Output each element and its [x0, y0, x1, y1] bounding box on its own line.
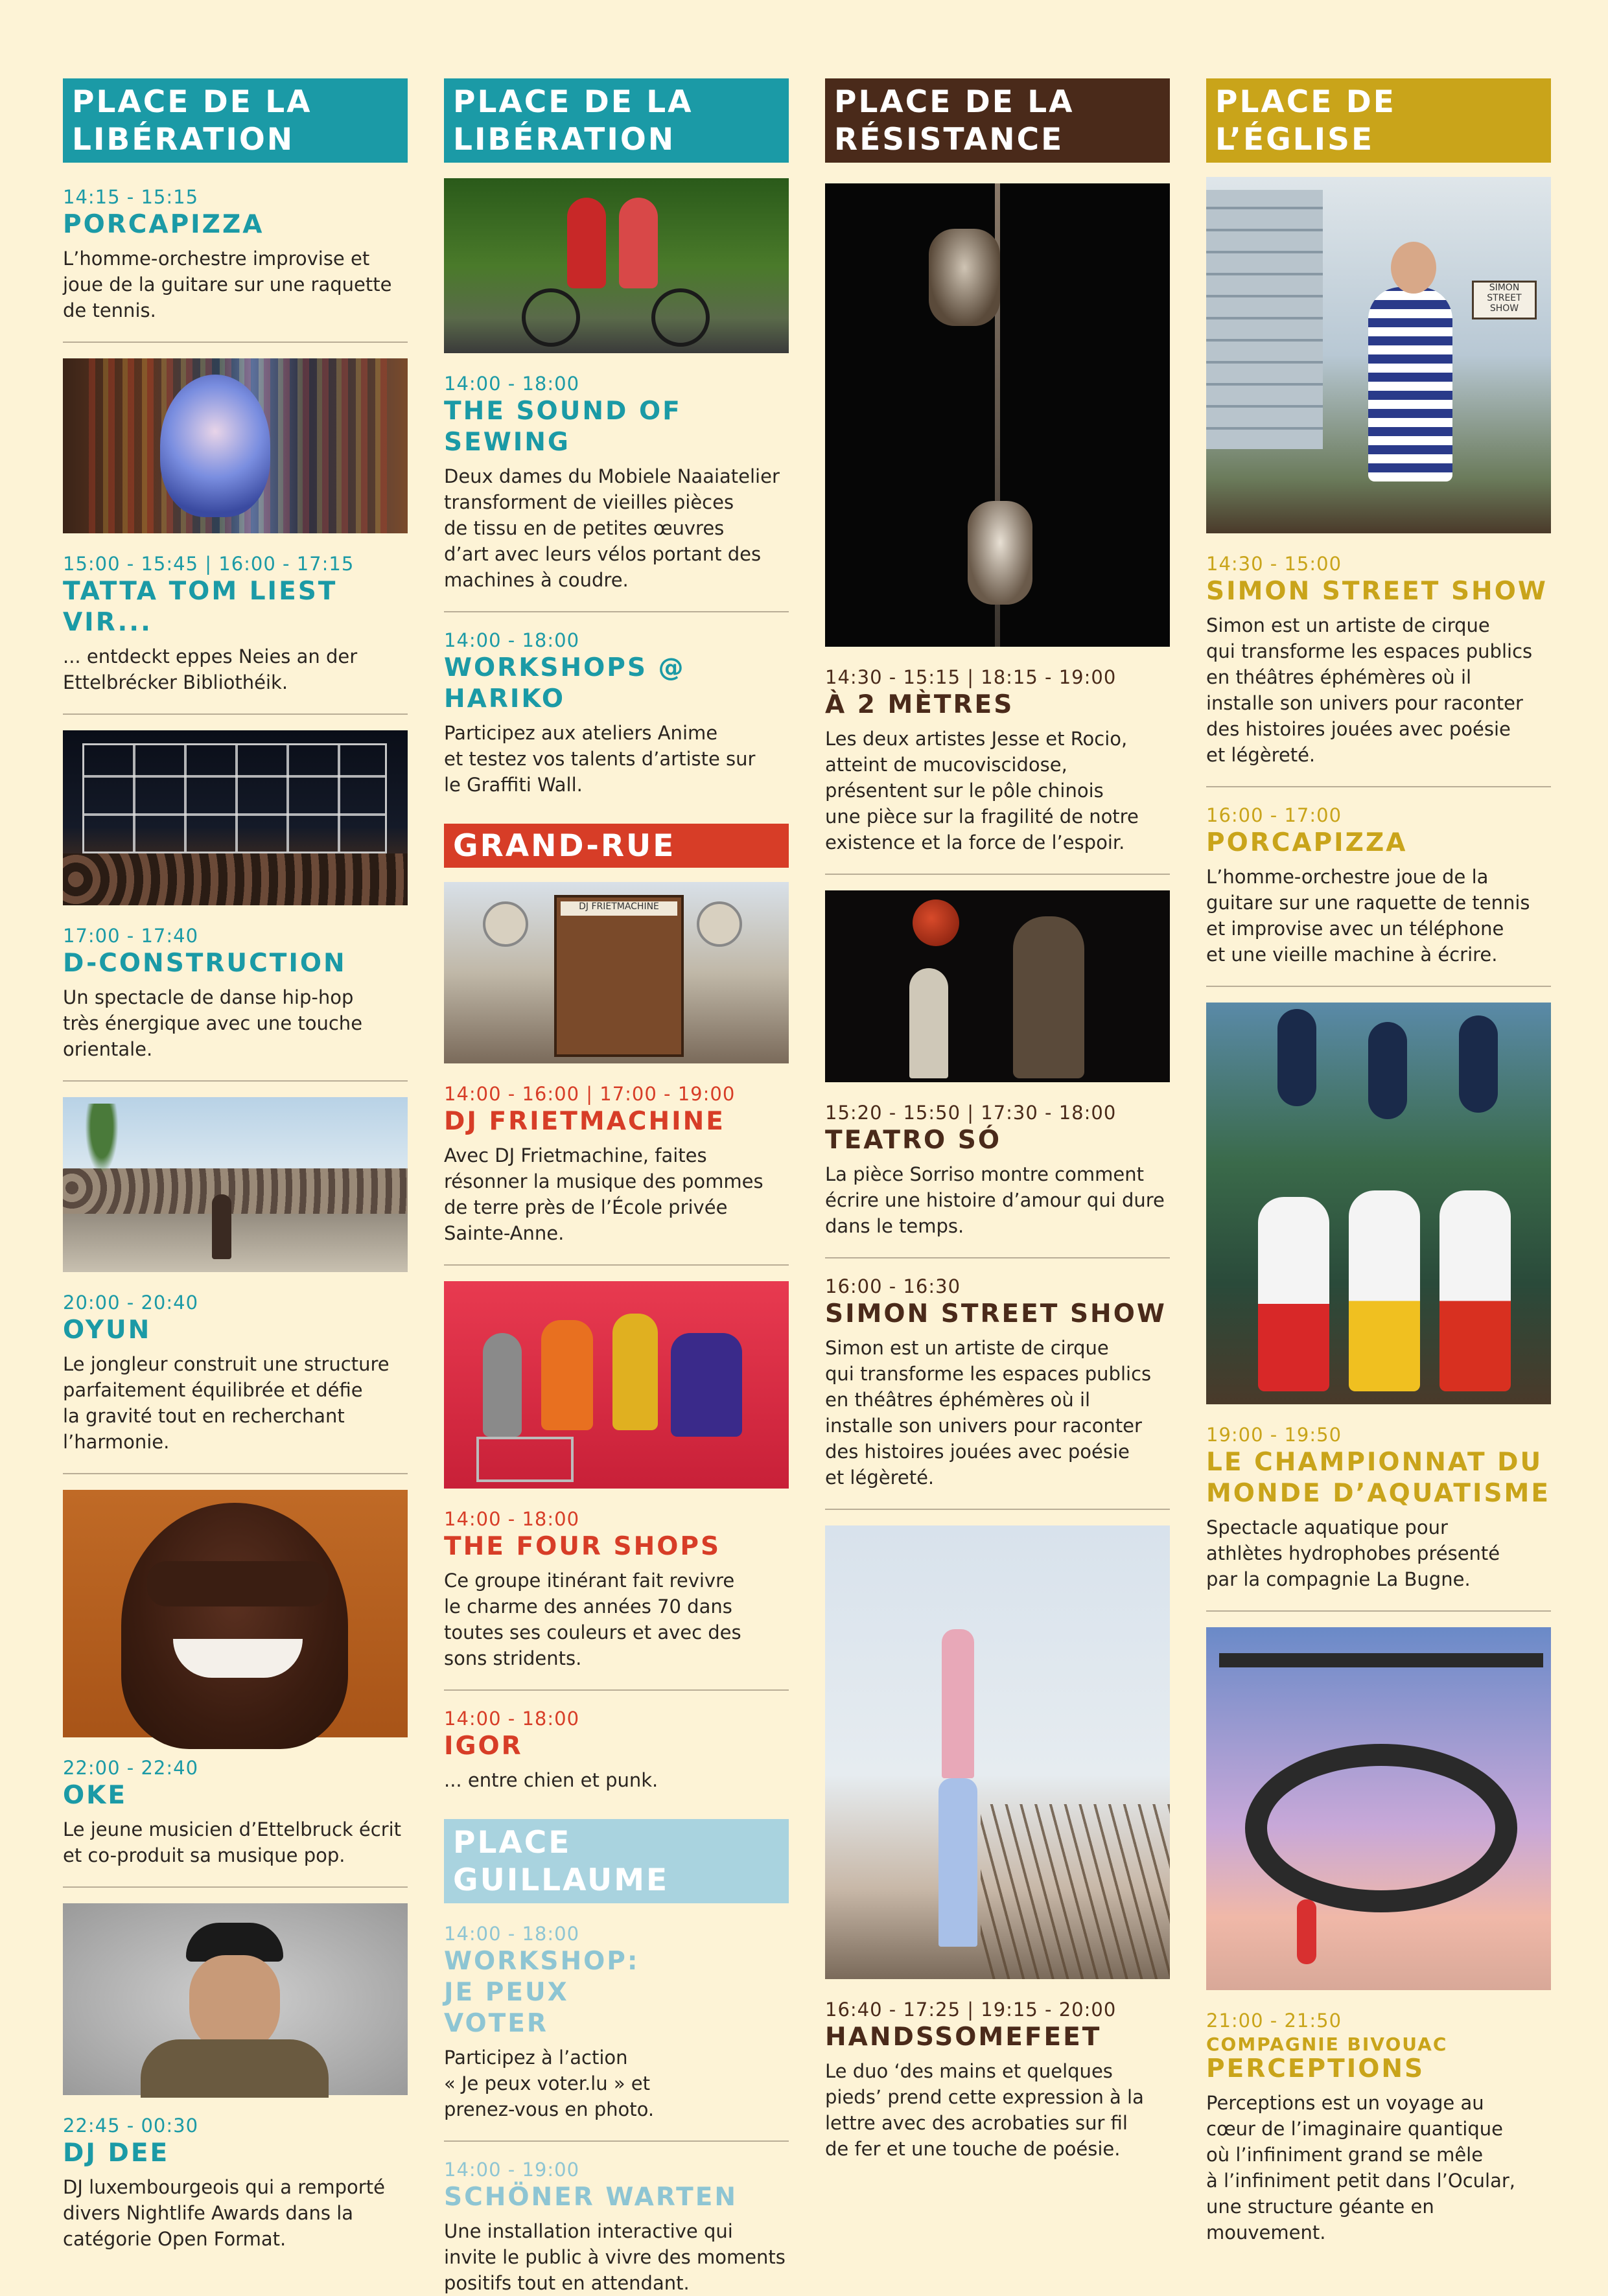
photo-aquatisme: [1206, 1003, 1551, 1404]
event-description: Participez aux ateliers Anime et testez vos talents d’artiste sur le Graffiti Wall.: [444, 722, 756, 796]
divider: [63, 1886, 408, 1888]
event-title: WORKSHOP: JE PEUX VOTER: [444, 1947, 640, 2038]
event-dj-dee: [63, 2113, 408, 2252]
event-description: Simon est un artiste de cirque qui transforme les espaces publics en théâtres éphémères où il installe son univers pour raconter des histoires jouées avec poésie et légèreté.: [825, 1337, 1152, 1489]
divider: [63, 1080, 408, 1082]
divider: [444, 1264, 789, 1266]
event-description: Avec DJ Frietmachine, faites résonner la musique des pommes de terre près de l’École privée Sainte-Anne.: [444, 1144, 763, 1244]
event-description: Les deux artistes Jesse et Rocio, atteint de mucoviscidose, présentent sur le pôle chinois une pièce sur la fragilité de notre existence et la force de l’espoir.: [825, 728, 1139, 853]
event-title: OKE: [63, 1781, 128, 1810]
divider: [1206, 1610, 1551, 1612]
event-time: 14:15 - 15:15: [63, 186, 199, 208]
event-description: DJ luxembourgeois qui a remporté divers Nightlife Awards dans la catégorie Open Format.: [63, 2176, 385, 2250]
photo-handssomefeet: [825, 1525, 1170, 1979]
event-time: 15:20 - 15:50 | 17:30 - 18:00: [825, 1102, 1117, 1124]
section-header: PLACE DE L’ÉGLISE: [1206, 78, 1551, 163]
event-time: 16:40 - 17:25 | 19:15 - 20:00: [825, 1999, 1117, 2021]
event-description: Le jongleur construit une structure parfaitement équilibrée et défie la gravité tout en recherchant l’harmonie.: [63, 1353, 390, 1453]
event-time: 14:00 - 18:00: [444, 1923, 580, 1945]
event-title: PORCAPIZZA: [63, 210, 264, 239]
event-description: L’homme-orchestre improvise et joue de la guitare sur une raquette de tennis.: [63, 248, 392, 321]
event-description: Deux dames du Mobiele Naaiatelier transforment de vieilles pièces de tissu en de petites œuvres d’art avec leurs vélos portant des machines à coudre.: [444, 465, 780, 591]
divider: [825, 1509, 1170, 1510]
event-d-construction: [63, 923, 408, 1062]
event-schoner-warten: [444, 2157, 789, 2296]
divider: [444, 611, 789, 612]
photo-d-construction: [63, 730, 408, 905]
column-place-liberation-2: [444, 78, 789, 2296]
event-workshops-hariko: [444, 628, 789, 798]
event-title: À 2 MÈTRES: [825, 690, 1014, 719]
event-title: HANDSSOMEFEET: [825, 2023, 1102, 2052]
event-description: Ce groupe itinérant fait revivre le charme des années 70 dans toutes ses couleurs et avec des sons stridents.: [444, 1570, 741, 1669]
event-time: 14:00 - 19:00: [444, 2159, 580, 2181]
event-time: 14:30 - 15:15 | 18:15 - 19:00: [825, 666, 1117, 688]
event-description: Participez à l’action « Je peux voter.lu » et prenez-vous en photo.: [444, 2047, 655, 2120]
event-time: 14:00 - 18:00: [444, 629, 580, 651]
event-teatro-so: [825, 1100, 1170, 1239]
event-time: 20:00 - 20:40: [63, 1292, 199, 1314]
event-workshop-je-peux-voter: [444, 1921, 789, 2122]
photo-oke: [63, 1490, 408, 1737]
photo-sound-of-sewing: [444, 178, 789, 353]
event-description: Spectacle aquatique pour athlètes hydrophobes présenté par la compagnie La Bugne.: [1206, 1516, 1500, 1590]
divider: [444, 1689, 789, 1691]
event-sound-of-sewing: [444, 371, 789, 593]
event-championnat-aquatisme: [1206, 1422, 1551, 1592]
event-porcapizza: [63, 185, 408, 323]
event-description: Simon est un artiste de cirque qui transforme les espaces publics en théâtres éphémères où il installe son univers pour raconter des histoires jouées avec poésie et légèreté.: [1206, 614, 1533, 766]
event-time: 16:00 - 16:30: [825, 1275, 961, 1297]
event-time: 17:00 - 17:40: [63, 925, 199, 947]
event-time: 22:00 - 22:40: [63, 1757, 199, 1779]
photo-perceptions: [1206, 1627, 1551, 1990]
photo-dj-frietmachine: [444, 882, 789, 1063]
event-simon-street-show-resistance: [825, 1274, 1170, 1490]
event-time: 14:00 - 16:00 | 17:00 - 19:00: [444, 1083, 736, 1105]
section-header: PLACE DE LA RÉSISTANCE: [825, 78, 1170, 163]
photo-simon-street-show: [1206, 177, 1551, 533]
column-place-eglise: [1206, 78, 1551, 2245]
event-time: 19:00 - 19:50: [1206, 1424, 1342, 1446]
event-title: THE SOUND OF SEWING: [444, 397, 682, 457]
event-company: COMPAGNIE BIVOUAC: [1206, 2034, 1448, 2055]
event-description: Un spectacle de danse hip-hop très énergique avec une touche orientale.: [63, 986, 363, 1060]
divider: [63, 1473, 408, 1474]
column-place-liberation-1: [63, 78, 408, 2252]
event-title: LE CHAMPIONNAT DU MONDE D’AQUATISME: [1206, 1448, 1550, 1508]
event-description: Le jeune musicien d’Ettelbruck écrit et co-produit sa musique pop.: [63, 1818, 402, 1866]
event-time: 21:00 - 21:50: [1206, 2010, 1342, 2032]
event-description: ... entdeckt eppes Neies an der Ettelbrécker Bibliothéik.: [63, 645, 358, 693]
event-description: L’homme-orchestre joue de la guitare sur une raquette de tennis et improvise avec un téléphone et une vieille machine à écrire.: [1206, 866, 1530, 966]
event-igor: [444, 1706, 789, 1793]
photo-tatta-tom: [63, 358, 408, 533]
event-description: Perceptions est un voyage au cœur de l’imaginaire quantique où l’infiniment grand se mêle à l’infiniment petit dans l’Ocular, une structure géante en mouvement.: [1206, 2092, 1516, 2244]
event-oyun: [63, 1290, 408, 1455]
event-time: 15:00 - 15:45 | 16:00 - 17:15: [63, 553, 355, 575]
divider: [1206, 986, 1551, 987]
event-title: PERCEPTIONS: [1206, 2054, 1425, 2083]
event-title: PORCAPIZZA: [1206, 828, 1408, 857]
section-header: PLACE DE LA LIBÉRATION: [63, 78, 408, 163]
event-title: IGOR: [444, 1732, 523, 1761]
event-simon-street-show: [1206, 551, 1551, 768]
event-title: SIMON STREET SHOW: [1206, 577, 1548, 606]
photo-a-2-metres: [825, 183, 1170, 647]
event-a-2-metres: [825, 665, 1170, 855]
photo-dj-dee: [63, 1903, 408, 2095]
event-description: La pièce Sorriso montre comment écrire une histoire d’amour qui dure dans le temps.: [825, 1163, 1165, 1237]
event-four-shops: [444, 1507, 789, 1671]
section-header-grand-rue: GRAND-RUE: [444, 824, 789, 868]
event-title: D-CONSTRUCTION: [63, 949, 347, 978]
event-description: Une installation interactive qui invite le public à vivre des moments positifs tout en attendant.: [444, 2220, 786, 2294]
event-title: WORKSHOPS @ HARIKO: [444, 653, 686, 713]
photo-teatro-so: [825, 890, 1170, 1082]
photo-four-shops: [444, 1281, 789, 1489]
event-time: 14:00 - 18:00: [444, 1508, 580, 1530]
divider: [825, 874, 1170, 875]
event-oke: [63, 1756, 408, 1868]
event-title: OYUN: [63, 1316, 152, 1345]
photo-sign-text: SIMON STREET SHOW: [1472, 281, 1537, 319]
divider: [63, 342, 408, 343]
event-time: 16:00 - 17:00: [1206, 804, 1342, 826]
event-time: 14:30 - 15:00: [1206, 553, 1342, 575]
section-header: PLACE DE LA LIBÉRATION: [444, 78, 789, 163]
divider: [63, 713, 408, 715]
event-tatta-tom: [63, 551, 408, 695]
event-title: THE FOUR SHOPS: [444, 1532, 721, 1561]
event-time: 14:00 - 18:00: [444, 373, 580, 395]
divider: [1206, 786, 1551, 787]
photo-sign-text: DJ FRIETMACHINE: [561, 901, 677, 916]
event-title: TEATRO SÓ: [825, 1126, 1002, 1155]
event-title: DJ FRIETMACHINE: [444, 1107, 725, 1136]
section-header-place-guillaume: PLACE GUILLAUME: [444, 1819, 789, 1903]
event-time: 22:45 - 00:30: [63, 2115, 199, 2137]
divider: [825, 1257, 1170, 1258]
event-title: SCHÖNER WARTEN: [444, 2183, 738, 2212]
event-perceptions: [1206, 2008, 1551, 2245]
event-title: DJ DEE: [63, 2139, 170, 2168]
event-title: TATTA TOM LIEST VIR...: [63, 577, 338, 637]
event-dj-frietmachine: [444, 1082, 789, 1246]
event-time: 14:00 - 18:00: [444, 1708, 580, 1730]
photo-oyun: [63, 1097, 408, 1272]
divider: [444, 2140, 789, 2142]
event-porcapizza-eglise: [1206, 803, 1551, 968]
event-description: ... entre chien et punk.: [444, 1769, 658, 1791]
event-title: SIMON STREET SHOW: [825, 1299, 1167, 1328]
column-place-resistance: [825, 78, 1170, 2162]
event-handssomefeet: [825, 1997, 1170, 2162]
event-description: Le duo ‘des mains et quelques pieds’ prend cette expression à la lettre avec des acrobaties sur fil de fer et une touche de poésie.: [825, 2060, 1144, 2160]
